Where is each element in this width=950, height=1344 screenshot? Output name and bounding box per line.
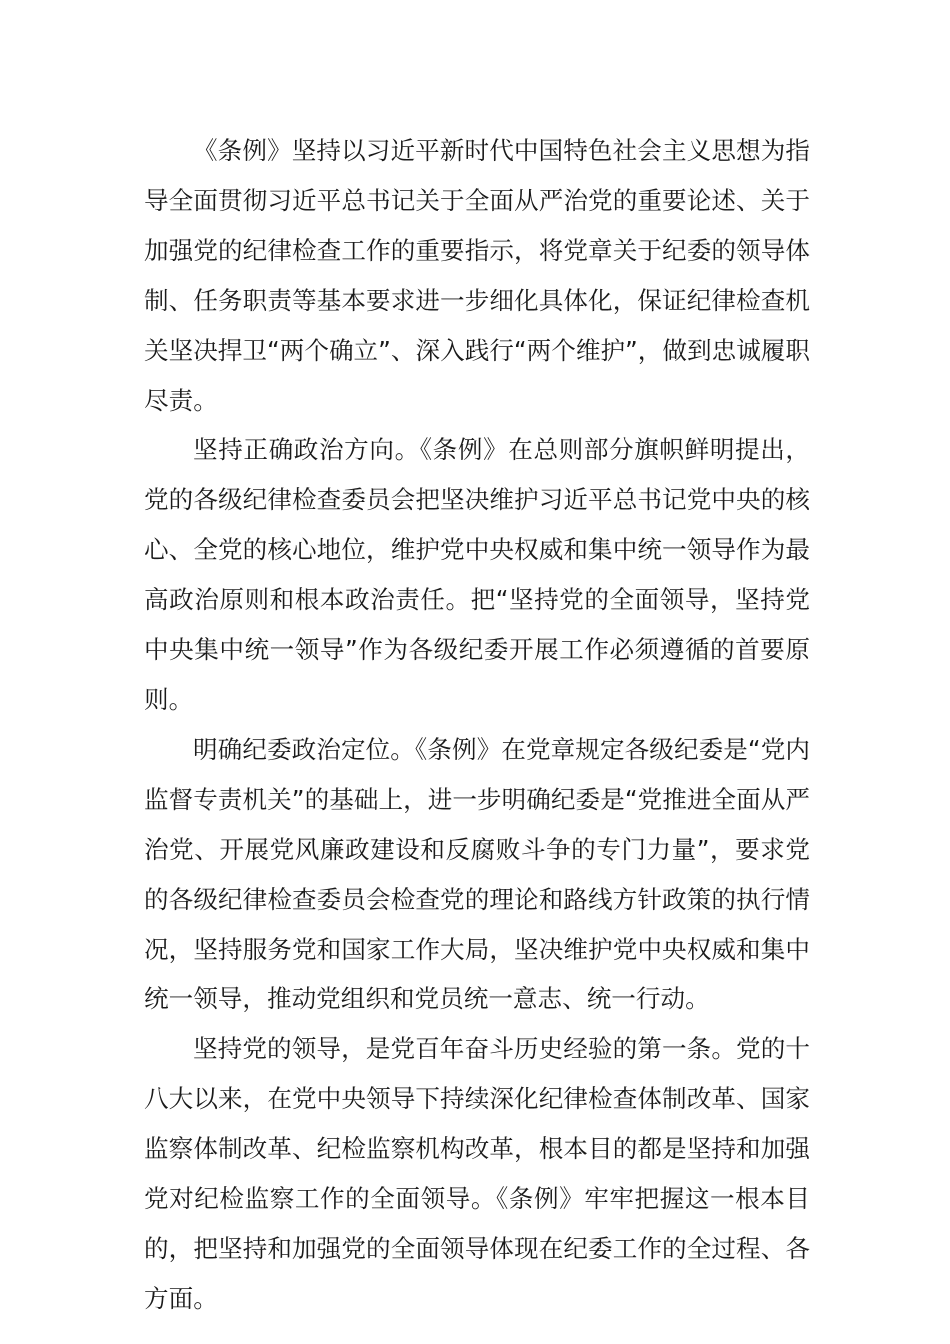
paragraph-3: 明确纪委政治定位。《条例》在党章规定各级纪委是“党内监督专责机关”的基础上，进一步明确纪委是“党推进全面从严治党、开展党风廉政建设和反腐败斗争的专门力量”，要求党的各级纪律检查委员会检查党的理论和路线方针政策的执行情况，坚持服务党和国家工作大局，坚决维护党中央权威和集中统一领导，推动党组织和党员统一意志、统一行动。: [144, 734, 810, 1014]
document-body: [144, 126, 810, 1324]
paragraph-2: 坚持正确政治方向。《条例》在总则部分旗帜鲜明提出，党的各级纪律检查委员会把坚决维护习近平总书记党中央的核心、全党的核心地位，维护党中央权威和集中统一领导作为最高政治原则和根本政治责任。把“坚持党的全面领导，坚持党中央集中统一领导”作为各级纪委开展工作必须遵循的首要原则。: [144, 435, 810, 714]
paragraph-1: 《条例》坚持以习近平新时代中国特色社会主义思想为指导全面贯彻习近平总书记关于全面从严治党的重要论述、关于加强党的纪律检查工作的重要指示，将党章关于纪委的领导体制、任务职责等基本要求进一步细化具体化，保证纪律检查机关坚决捍卫“两个确立”、深入践行“两个维护”，做到忠诚履职尽责。: [144, 136, 810, 415]
paragraph-4: 坚持党的领导，是党百年奋斗历史经验的第一条。党的十八大以来，在党中央领导下持续深化纪律检查体制改革、国家监察体制改革、纪检监察机构改革，根本目的都是坚持和加强党对纪检监察工作的全面领导。《条例》牢牢把握这一根本目的，把坚持和加强党的全面领导体现在纪委工作的全过程、各方面。: [144, 1034, 810, 1313]
